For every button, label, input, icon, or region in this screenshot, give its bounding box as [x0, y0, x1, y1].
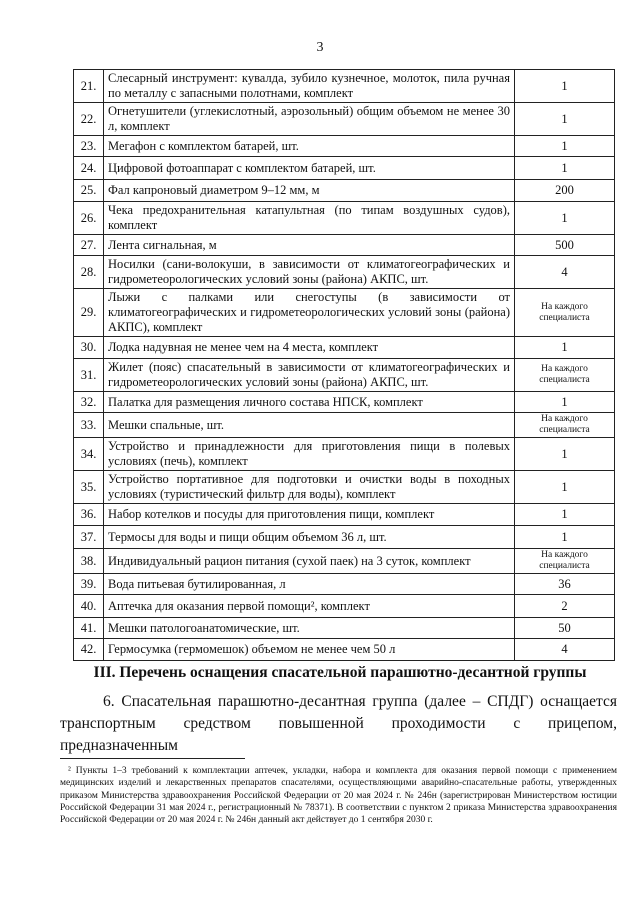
- item-quantity: На каждого специалиста: [515, 413, 615, 438]
- row-number: 23.: [74, 136, 104, 157]
- table-row: [74, 392, 615, 413]
- row-number: 36.: [74, 504, 104, 526]
- item-description: Аптечка для оказания первой помощи², комплект: [104, 595, 515, 618]
- item-quantity: 1: [515, 157, 615, 180]
- table-row: [74, 337, 615, 359]
- item-description: Устройство портативное для подготовки и очистки воды в походных условиях (туристический фильтр для воды), комплект: [104, 471, 515, 504]
- item-description: Огнетушители (углекислотный, аэрозольный) общим объемом не менее 30 л, комплект: [104, 103, 515, 136]
- row-number: 38.: [74, 549, 104, 574]
- item-description: Термосы для воды и пищи общим объемом 36 л, шт.: [104, 526, 515, 549]
- row-number: 27.: [74, 235, 104, 256]
- table-row: [74, 70, 615, 103]
- row-number: 22.: [74, 103, 104, 136]
- footnote-divider: [60, 758, 245, 759]
- item-quantity: 4: [515, 639, 615, 661]
- item-description: Индивидуальный рацион питания (сухой паек) на 3 суток, комплект: [104, 549, 515, 574]
- row-number: 34.: [74, 438, 104, 471]
- row-number: 26.: [74, 202, 104, 235]
- table-row: [74, 157, 615, 180]
- page-number: 3: [316, 40, 324, 55]
- item-quantity: 36: [515, 574, 615, 595]
- item-quantity: 1: [515, 202, 615, 235]
- row-number: 21.: [74, 70, 104, 103]
- item-quantity: 1: [515, 136, 615, 157]
- row-number: 40.: [74, 595, 104, 618]
- item-description: Палатка для размещения личного состава НПСК, комплект: [104, 392, 515, 413]
- item-quantity: На каждого специалиста: [515, 289, 615, 337]
- item-description: Мегафон с комплектом батарей, шт.: [104, 136, 515, 157]
- row-number: 33.: [74, 413, 104, 438]
- item-quantity: 1: [515, 392, 615, 413]
- table-row: [74, 235, 615, 256]
- table-row: [74, 136, 615, 157]
- item-description: Устройство и принадлежности для приготовления пищи в полевых условиях (печь), комплект: [104, 438, 515, 471]
- table-row: [74, 180, 615, 202]
- table-row: [74, 202, 615, 235]
- row-number: 41.: [74, 618, 104, 639]
- item-quantity: 1: [515, 438, 615, 471]
- item-description: Слесарный инструмент: кувалда, зубило кузнечное, молоток, пила ручная по металлу с запасными полотнами, комплект: [104, 70, 515, 103]
- table-row: [74, 103, 615, 136]
- row-number: 24.: [74, 157, 104, 180]
- row-number: 25.: [74, 180, 104, 202]
- item-quantity: 2: [515, 595, 615, 618]
- table-row: [74, 574, 615, 595]
- item-description: Вода питьевая бутилированная, л: [104, 574, 515, 595]
- item-description: Чека предохранительная катапультная (по типам воздушных судов), комплект: [104, 202, 515, 235]
- item-description: Набор котелков и посуды для приготовления пищи, комплект: [104, 504, 515, 526]
- table-row: [74, 256, 615, 289]
- table-row: [74, 438, 615, 471]
- item-quantity: 1: [515, 70, 615, 103]
- item-description: Цифровой фотоаппарат с комплектом батарей, шт.: [104, 157, 515, 180]
- row-number: 29.: [74, 289, 104, 337]
- table-row: [74, 618, 615, 639]
- item-quantity: 1: [515, 526, 615, 549]
- row-number: 39.: [74, 574, 104, 595]
- item-description: Жилет (пояс) спасательный в зависимости от климатогеографических и гидрометеорологических условий зоны (района) АКПС, шт.: [104, 359, 515, 392]
- row-number: 37.: [74, 526, 104, 549]
- item-quantity: 200: [515, 180, 615, 202]
- item-quantity: 500: [515, 235, 615, 256]
- item-quantity: На каждого специалиста: [515, 359, 615, 392]
- table-row: [74, 289, 615, 337]
- item-quantity: 1: [515, 504, 615, 526]
- section-heading: III. Перечень оснащения спасательной парашютно-десантной группы: [93, 664, 587, 681]
- row-number: 35.: [74, 471, 104, 504]
- table-row: [74, 471, 615, 504]
- row-number: 30.: [74, 337, 104, 359]
- row-number: 32.: [74, 392, 104, 413]
- item-quantity: На каждого специалиста: [515, 549, 615, 574]
- row-number: 28.: [74, 256, 104, 289]
- table-row: [74, 413, 615, 438]
- item-description: Лента сигнальная, м: [104, 235, 515, 256]
- item-quantity: 4: [515, 256, 615, 289]
- item-quantity: 50: [515, 618, 615, 639]
- table-row: [74, 549, 615, 574]
- item-quantity: 1: [515, 103, 615, 136]
- paragraph-6: 6. Спасательная парашютно-десантная группа (далее – СПДГ) оснащается транспортным средством повышенной проходимости с прицепом, предназначенным: [60, 693, 617, 754]
- item-description: Фал капроновый диаметром 9–12 мм, м: [104, 180, 515, 202]
- item-description: Лыжи с палками или снегоступы (в зависимости от климатогеографических и гидрометеорологических условий зоны (района) АКПС), комплект: [104, 289, 515, 337]
- item-description: Лодка надувная не менее чем на 4 места, комплект: [104, 337, 515, 359]
- row-number: 31.: [74, 359, 104, 392]
- equipment-table: [73, 69, 615, 661]
- item-description: Носилки (сани-волокуши, в зависимости от климатогеографических и гидрометеорологических условий зоны (района) АКПС, шт.: [104, 256, 515, 289]
- equipment-table-body: [74, 70, 615, 661]
- item-description: Мешки патологоанатомические, шт.: [104, 618, 515, 639]
- footnote-2: ² Пункты 1–3 требований к комплектации аптечек, укладки, набора и комплекта для оказания первой помощи с применением медицинских изделий и лекарственных препаратов спасателями, осуществляющими аварийно-спасательные работы, утвержденных приказом Министерства здравоохранения Российской Федерации от 20 мая 2024 г. № 246н (зарегистрирован Министерством юстиции Российской Федерации 31 мая 2024 г., регистрационный № 78371). В соответствии с пунктом 2 приказа Министерства здравоохранения Российской Федерации от 20 мая 2024 г. № 246н данный акт действует до 1 сентября 2030 г.: [60, 766, 617, 826]
- item-quantity: 1: [515, 471, 615, 504]
- item-description: Гермосумка (гермомешок) объемом не менее чем 50 л: [104, 639, 515, 661]
- table-row: [74, 639, 615, 661]
- item-description: Мешки спальные, шт.: [104, 413, 515, 438]
- row-number: 42.: [74, 639, 104, 661]
- table-row: [74, 504, 615, 526]
- table-row: [74, 359, 615, 392]
- item-quantity: 1: [515, 337, 615, 359]
- table-row: [74, 595, 615, 618]
- table-row: [74, 526, 615, 549]
